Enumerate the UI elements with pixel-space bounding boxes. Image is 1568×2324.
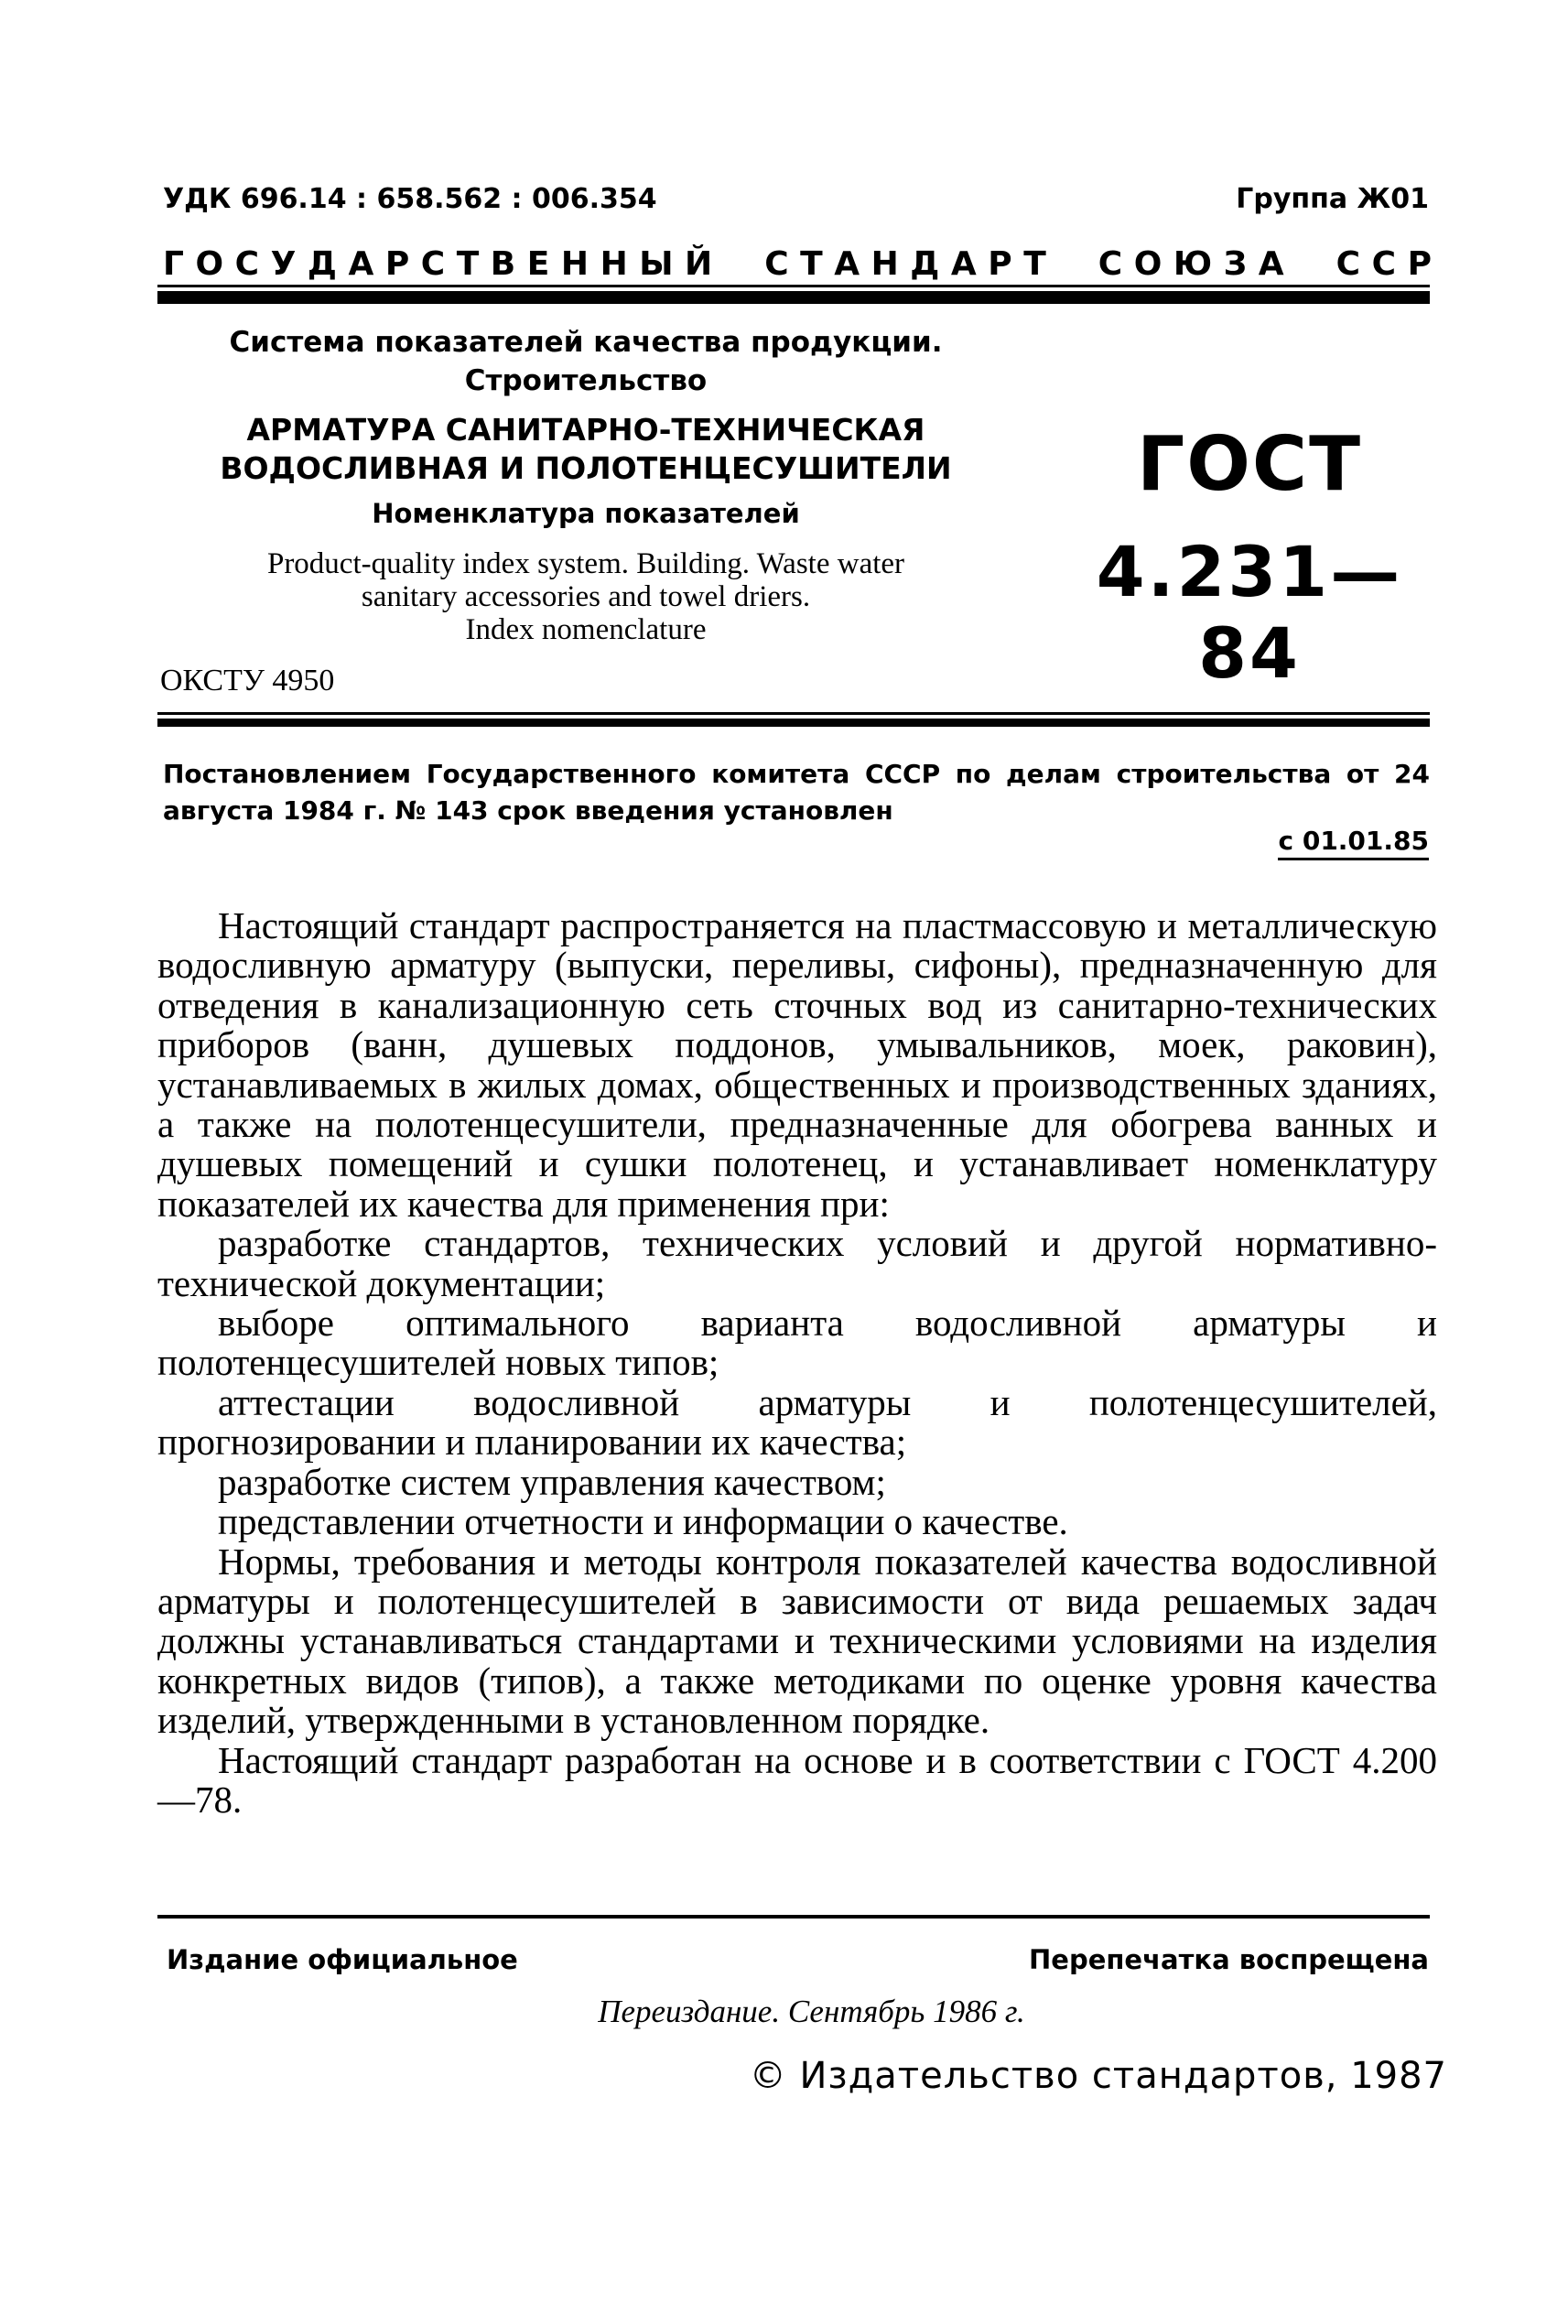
- paragraph-application-4: разработке систем управления качеством;: [218, 1460, 886, 1503]
- reissue-note: Переиздание. Сентябрь 1986 г.: [598, 1994, 1025, 2029]
- paragraph-application-3: аттестации водосливной арматуры и полотенцесушителей, прогнозировании и планировании их качества;: [157, 1380, 1437, 1464]
- body-text: [157, 906, 1437, 1820]
- banner-word-ussr: С С Р: [1336, 245, 1432, 283]
- english-title-line3: Index nomenclature: [465, 613, 707, 646]
- reprint-prohibited: Перепечатка воспрещена: [1029, 1944, 1429, 1975]
- footer-rule: [157, 1915, 1430, 1919]
- paragraph-application-1: разработке стандартов, технических условий и другой нормативно-технической документации;: [157, 1222, 1437, 1304]
- gost-number: 4.231—84: [1096, 531, 1403, 694]
- title-rule-thick: [157, 719, 1430, 727]
- copyright-line: [750, 2055, 1447, 2097]
- group-code: Группа Ж01: [1236, 183, 1429, 215]
- header-rule-thick: [157, 291, 1430, 304]
- banner-word-union: С О Ю З А: [1098, 245, 1284, 283]
- state-standard-banner: [163, 245, 1432, 283]
- banner-word-standard: С Т А Н Д А Р Т: [764, 245, 1046, 283]
- english-title-line2: sanitary accessories and towel driers.: [361, 580, 811, 613]
- paragraph-scope: Настоящий стандарт распространяется на пластмассовую и металлическую водосливную арматуру (выпуски, переливы, сифоны), предназначенную для отведения в канализационную сеть сточных вод из санитарно-технических приборов (ванн, душевых поддонов, умывальников, моек, раковин), устанавливаемых в жилых домах, общественных и производственных зданиях, а также на полотенцесушители, предназначенные для обогрева ванных и душевых помещений и сушки полотенец, и устанавливает номенклатуру показателей их качества для применения при:: [157, 904, 1437, 1225]
- effective-date: с 01.01.85: [1278, 826, 1429, 860]
- paragraph-basis: Настоящий стандарт разработан на основе и в соответствии с ГОСТ 4.200—78.: [157, 1738, 1437, 1821]
- paragraph-application-5: представлении отчетности и информации о качестве.: [218, 1500, 1068, 1543]
- paragraph-norms: Нормы, требования и методы контроля показателей качества водосливной арматуры и полотенцесушителей в зависимости от вида решаемых задач должны устанавливаться стандартами и техническими условиями на изделия конкретных видов (типов), а также методиками по оценке уровня качества изделий, утвержденными в установленном порядке.: [157, 1540, 1437, 1742]
- copyright-text: Издательство стандартов, 1987: [799, 2055, 1447, 2097]
- copyright-icon: ©: [749, 2055, 787, 2097]
- system-title-line1: Система показателей качества продукции.: [229, 326, 943, 359]
- nomenclature-title: Номенклатура показателей: [372, 498, 800, 529]
- header-rule-thin: [157, 285, 1430, 287]
- paragraph-application-2: выборе оптимального варианта водосливной арматуры и полотенцесушителей новых типов;: [157, 1302, 1437, 1384]
- product-title-line2: ВОДОСЛИВНАЯ И ПОЛОТЕНЦЕСУШИТЕЛИ: [220, 450, 952, 486]
- banner-word-state: Г О С У Д А Р С Т В Е Н Н Ы Й: [163, 245, 713, 283]
- title-rule-thin: [157, 712, 1430, 715]
- product-title-line1: АРМАТУРА САНИТАРНО-ТЕХНИЧЕСКАЯ: [246, 412, 925, 448]
- system-title-line2: Строительство: [464, 364, 708, 397]
- official-edition: Издание официальное: [167, 1944, 518, 1975]
- udk-code: УДК 696.14 : 658.562 : 006.354: [163, 183, 657, 215]
- english-title-line1: Product-quality index system. Building. Waste water: [266, 547, 905, 580]
- gost-label: ГОСТ: [1136, 421, 1363, 508]
- decree-text: Постановлением Государственного комитета СССР по делам строительства от 24 августа 1984 г. № 143 срок введения установлен: [163, 759, 1430, 826]
- okstu-code: ОКСТУ 4950: [160, 664, 335, 697]
